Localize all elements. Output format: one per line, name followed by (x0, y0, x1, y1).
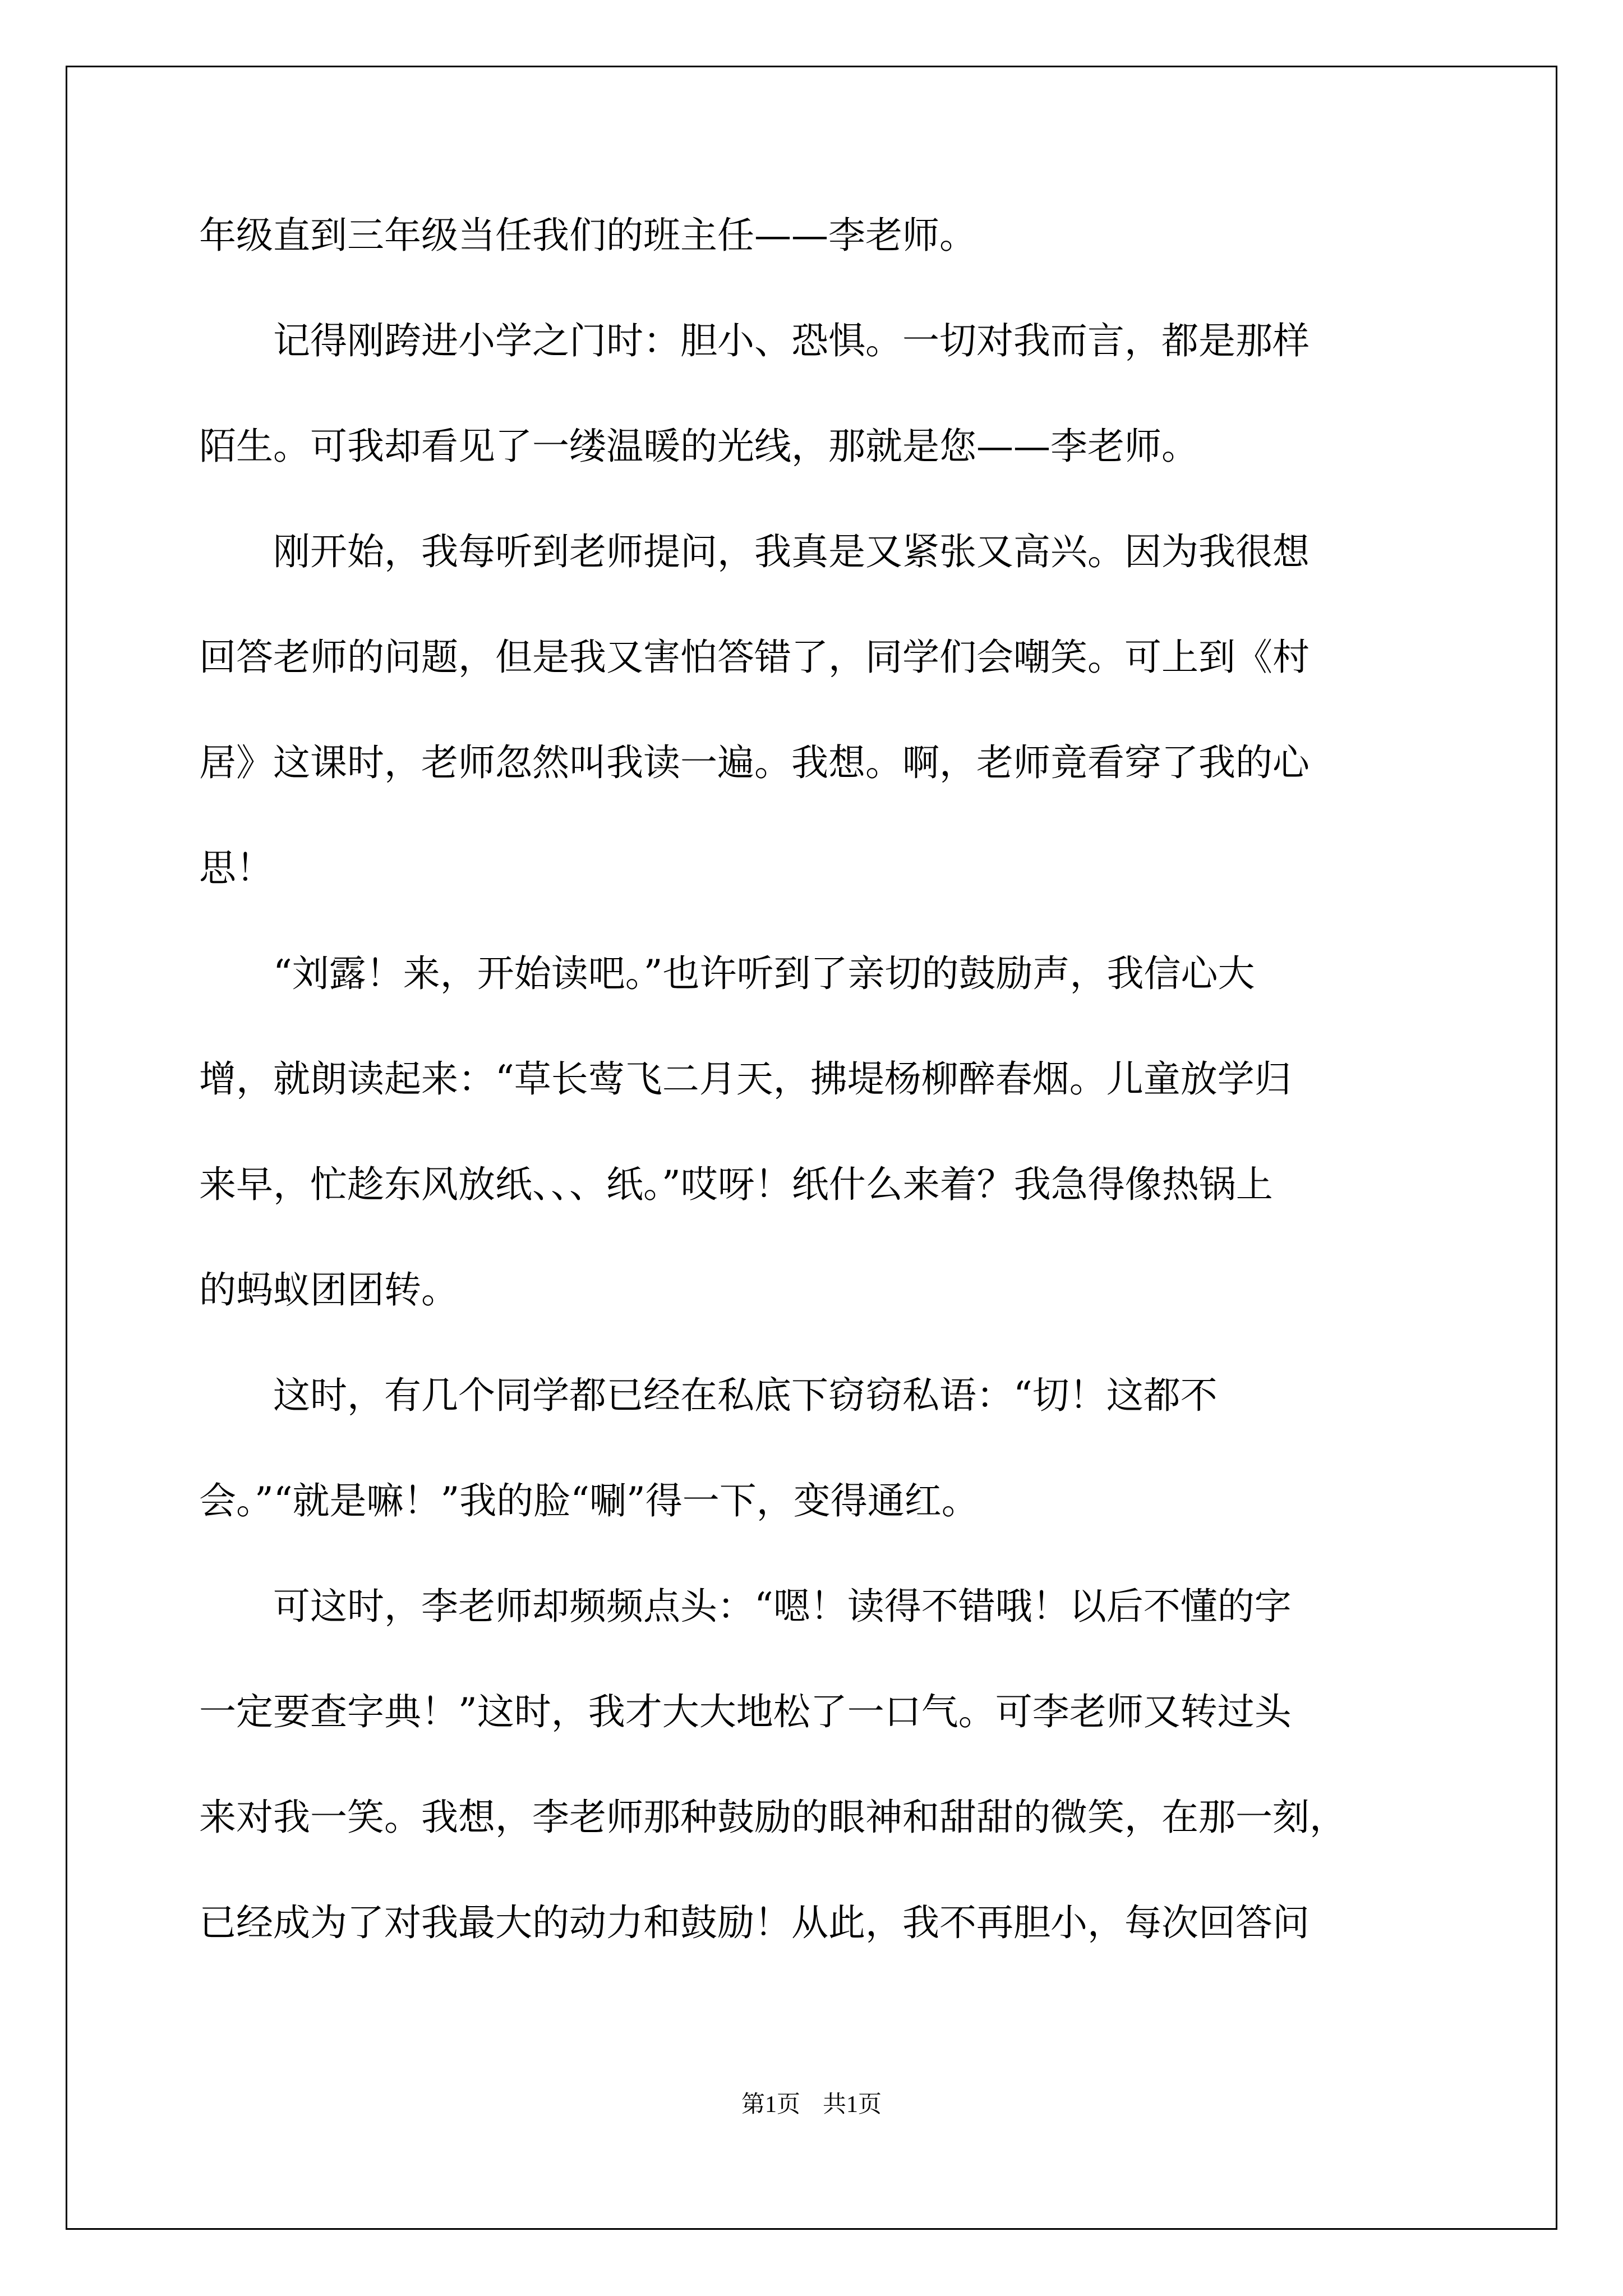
text-line: “刘露！来，开始读吧。”也许听到了亲切的鼓励声，我信心大 (199, 952, 1255, 995)
page-number: 第1页 (741, 2092, 800, 2118)
text-line: 的蚂蚁团团转。 (199, 1268, 458, 1312)
text-line: 这时，有几个同学都已经在私底下窃窃私语：“切！这都不 (199, 1374, 1218, 1417)
text-line: 增，就朗读起来：“草长莺飞二月天，拂堤杨柳醉春烟。儿童放学归 (199, 1057, 1292, 1101)
text-line: 回答老师的问题，但是我又害怕答错了，同学们会嘲笑。可上到《村 (199, 636, 1310, 679)
text-line: 居》这课时，老师忽然叫我读一遍。我想。啊，老师竟看穿了我的心 (199, 741, 1310, 784)
text-line: 可这时，李老师却频频点头：“嗯！读得不错哦！以后不懂的字 (199, 1585, 1292, 1628)
text-line: 陌生。可我却看见了一缕温暖的光线，那就是您——李老师。 (199, 425, 1198, 468)
text-line: 年级直到三年级当任我们的班主任——李老师。 (199, 214, 976, 257)
text-line: 一定要查字典！”这时，我才大大地松了一口气。可李老师又转过头 (199, 1690, 1292, 1733)
page-footer (0, 2088, 1623, 2122)
text-line: 已经成为了对我最大的动力和鼓励！从此，我不再胆小，每次回答问 (199, 1901, 1310, 1944)
text-line: 会。”“就是嘛！”我的脸“唰”得一下，变得通红。 (199, 1479, 979, 1522)
text-line: 来早，忙趁东风放纸、、、纸。”哎呀！纸什么来着？我急得像热锅上 (199, 1163, 1273, 1206)
text-line: 来对我一笑。我想，李老师那种鼓励的眼神和甜甜的微笑，在那一刻， (199, 1796, 1347, 1839)
text-line: 记得刚跨进小学之门时：胆小、恐惧。一切对我而言，都是那样 (199, 319, 1310, 362)
text-line: 思！ (199, 846, 273, 890)
text-line: 刚开始，我每听到老师提问，我真是又紧张又高兴。因为我很想 (199, 530, 1310, 573)
page-total: 共1页 (823, 2092, 882, 2118)
